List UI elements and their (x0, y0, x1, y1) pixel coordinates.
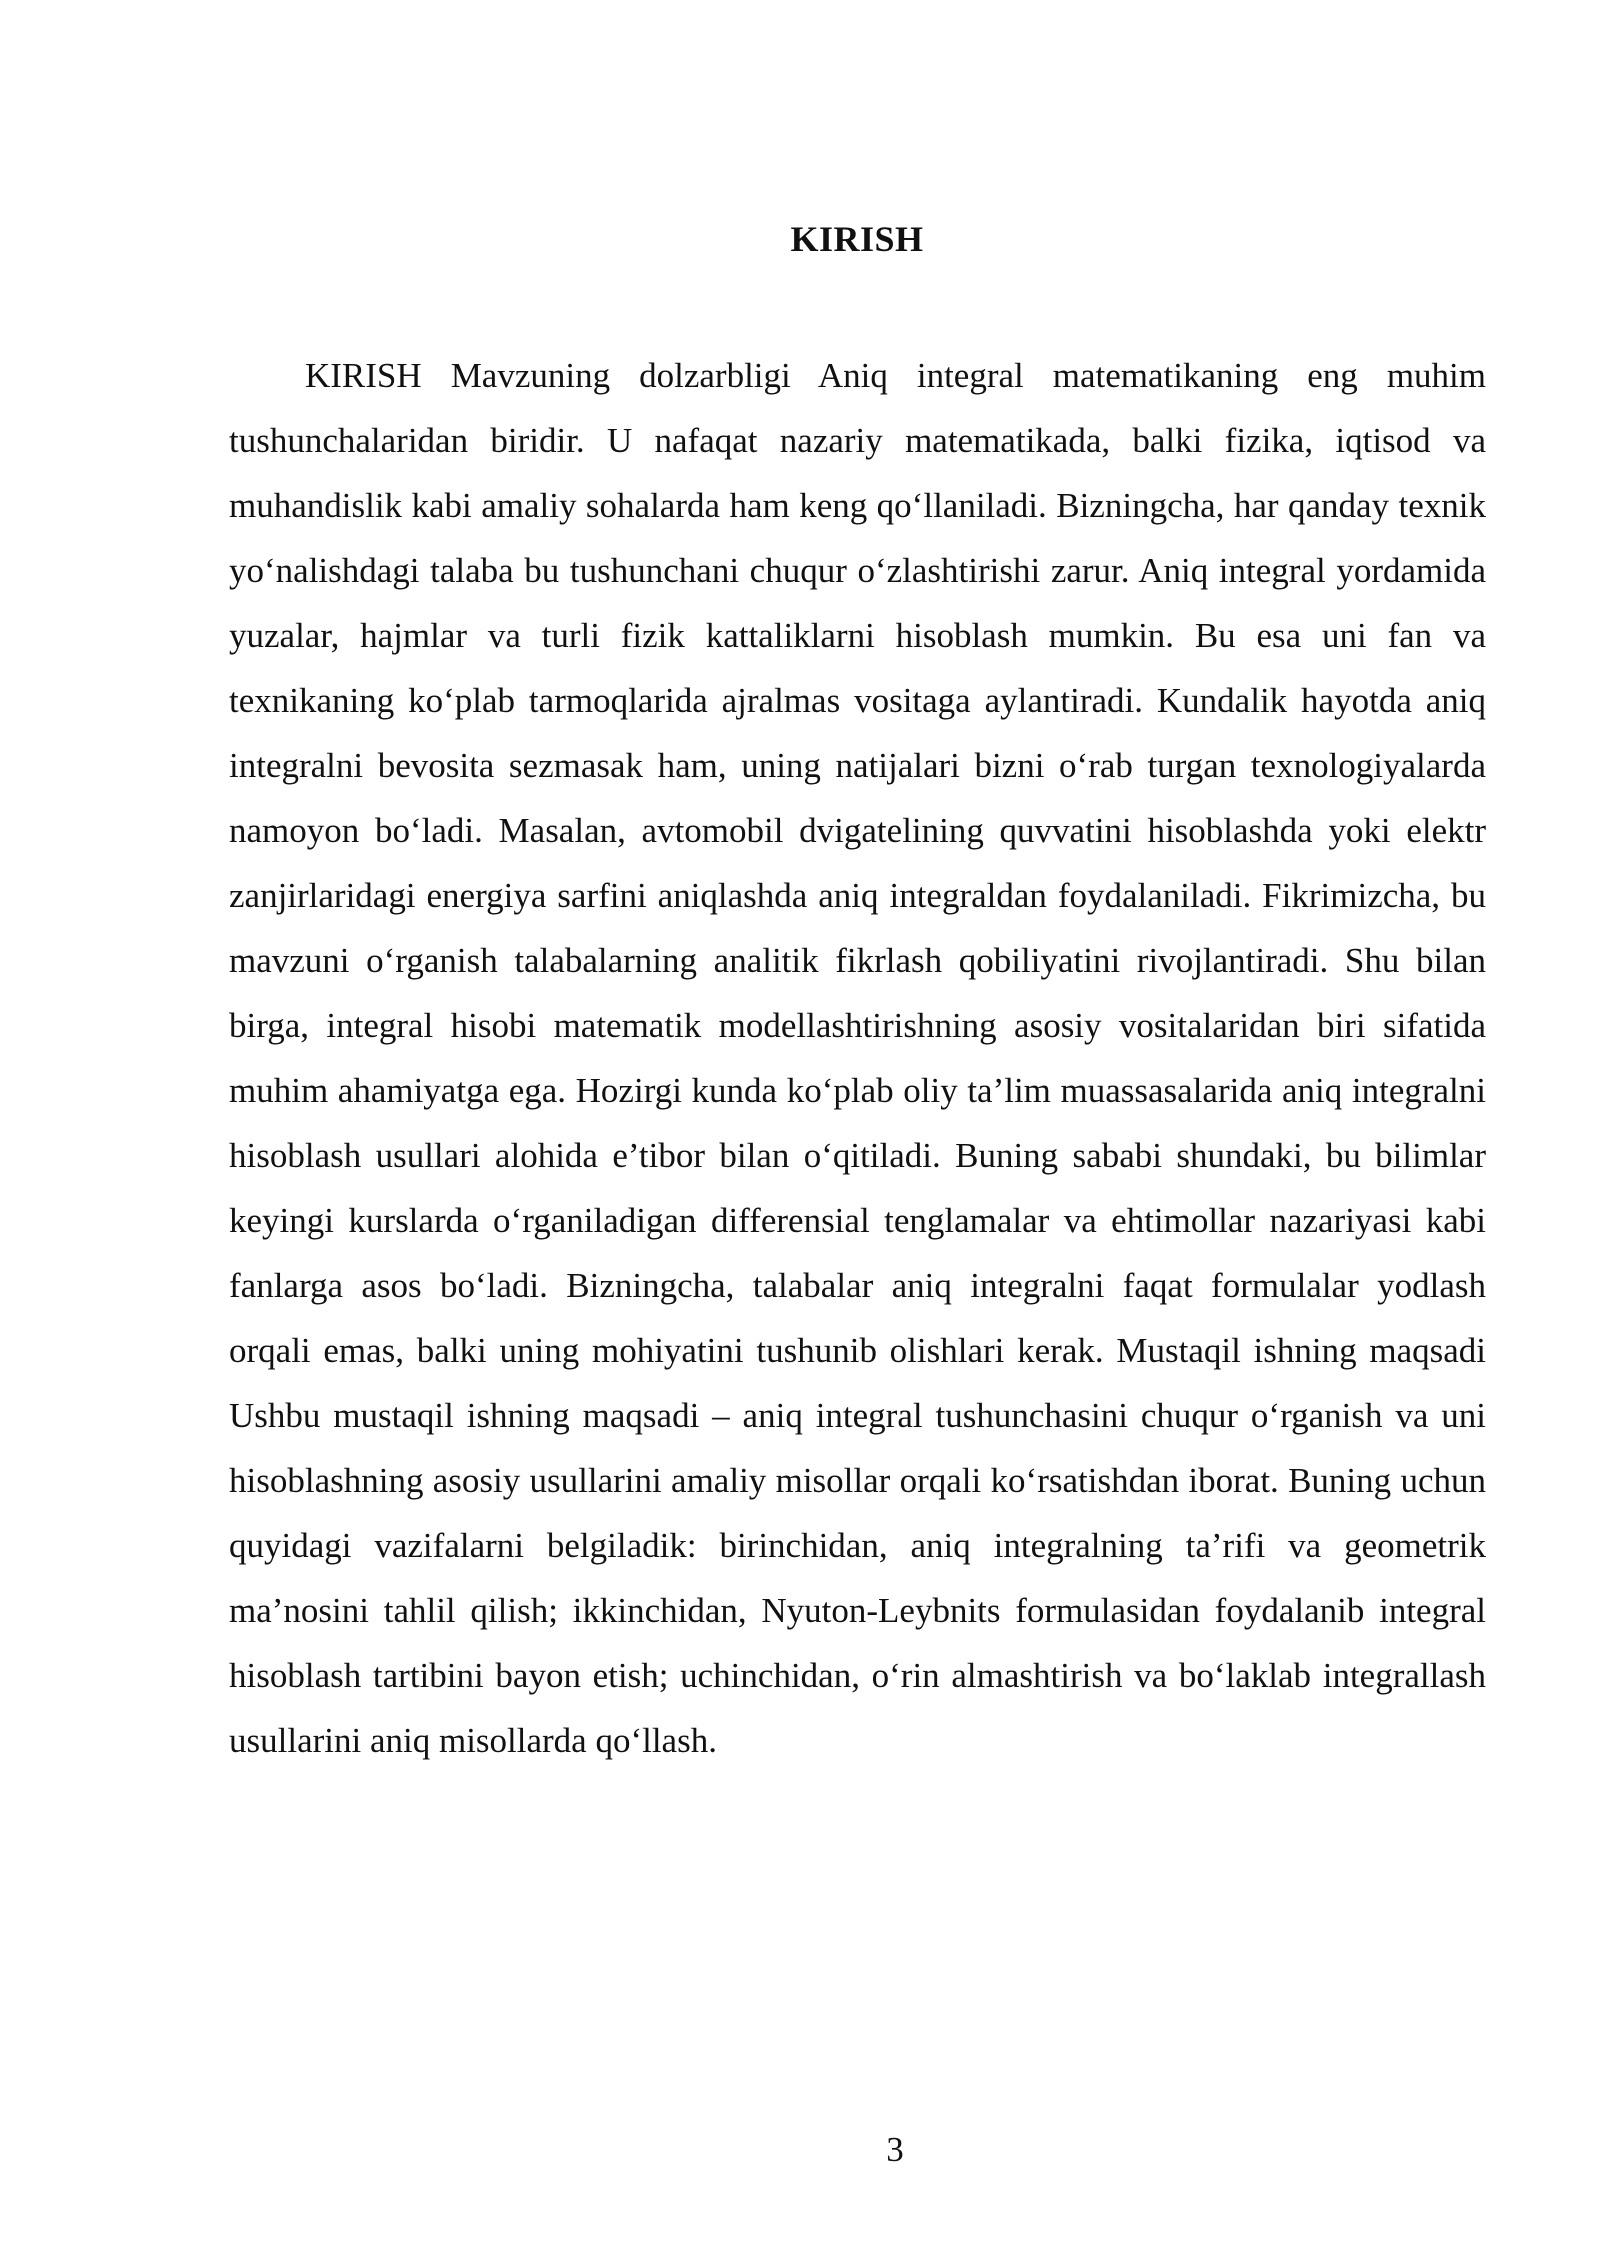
body-paragraph: KIRISH Mavzuning dolzarbligi Aniq integral matematikaning eng muhim tushunchalaridan biridir. U nafaqat nazariy matematikada, balki fizika, iqtisod va muhandislik kabi amaliy sohalarda ham keng qo‘llaniladi. Bizningcha, har qanday texnik yo‘nalishdagi talaba bu tushunchani chuqur o‘zlashtirishi zarur. Aniq integral yordamida yuzalar, hajmlar va turli fizik kattaliklarni hisoblash mumkin. Bu esa uni fan va texnikaning ko‘plab tarmoqlarida ajralmas vositaga aylantiradi. Kundalik hayotda aniq integralni bevosita sezmasak ham, uning natijalari bizni o‘rab turgan texnologiyalarda namoyon bo‘ladi. Masalan, avtomobil dvigatelining quvvatini hisoblashda yoki elektr zanjirlaridagi energiya sarfini aniqlashda aniq integraldan foydalaniladi. Fikrimizcha, bu mavzuni o‘rganish talabalarning analitik fikrlash qobiliyatini rivojlantiradi. Shu bilan birga, integral hisobi matematik modellashtirishning asosiy vositalaridan biri sifatida muhim ahamiyatga ega. Hozirgi kunda ko‘plab oliy ta’lim muassasalarida aniq integralni hisoblash usullari alohida e’tibor bilan o‘qitiladi. Buning sababi shundaki, bu bilimlar keyingi kurslarda o‘rganiladigan differensial tenglamalar va ehtimollar nazariyasi kabi fanlarga asos bo‘ladi. Bizningcha, talabalar aniq integralni faqat formulalar yodlash orqali emas, balki uning mohiyatini tushunib olishlari kerak. Mustaqil ishning maqsadi Ushbu mustaqil ishning maqsadi – aniq integral tushunchasini chuqur o‘rganish va uni hisoblashning asosiy usullarini amaliy misollar orqali ko‘rsatishdan iborat. Buning uchun quyidagi vazifalarni belgiladik: birinchidan, aniq integralning ta’rifi va geometrik ma’nosini tahlil qilish; ikkinchidan, Nyuton-Leybnits formulasidan foydalanib integral hisoblash tartibini bayon etish; uchinchidan, o‘rin almashtirish va bo‘laklab integrallash usullarini aniq misollarda qo‘llash. (229, 356, 1486, 1760)
page-title: KIRISH (790, 219, 924, 259)
page-number: 3 (886, 2130, 904, 2169)
